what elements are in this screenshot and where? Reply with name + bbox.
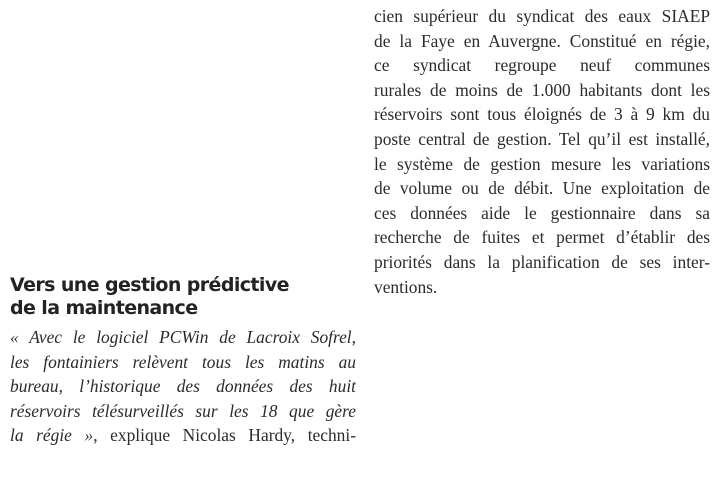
quote-text: bureau, l’historique des données des huit [10,376,356,397]
section-heading [10,274,356,320]
right-column [374,4,710,299]
quote-text: la régie » [10,425,94,446]
attribution-text: , explique Nicolas Hardy, techni- [93,425,356,446]
paragraph-line: cien supérieur du syndicat des eaux SIAEP [374,6,710,26]
paragraph-line: ces données aide le gestionnaire dans sa [374,202,710,223]
paragraph-line: ventions. [374,276,438,297]
section-heading-line: de la maintenance [10,297,198,319]
paragraph-line: rurales de moins de 1.000 habitants dont les [374,79,710,100]
section-heading-line: Vers une gestion prédictive [10,274,289,296]
paragraph-line: le système de gestion mesure les variations [374,153,710,174]
left-column [10,274,356,448]
paragraph-line [10,423,356,448]
paragraph-line: priorités dans la planification de ses inter- [374,251,710,272]
paragraph-line [10,374,356,399]
paragraph-line [10,399,356,424]
paragraph-line: réservoirs sont tous éloignés de 3 à 9 km du [374,104,710,125]
quote-text: réservoirs télésurveillés sur les 18 que gère [10,400,356,421]
paragraph-line [10,350,356,375]
paragraph-line: recherche de fuites et permet d’établir des [374,227,710,248]
right-paragraph [374,4,710,299]
paragraph-line: ce syndicat regroupe neuf communes [374,55,710,76]
paragraph-line: poste central de gestion. Tel qu’il est installé, [374,128,710,149]
paragraph-line: de volume ou de débit. Une exploitation de [374,178,710,199]
quote-text: « Avec le logiciel PCWin de Lacroix Sofrel, [10,327,356,347]
paragraph-line: de la Faye en Auvergne. Constitué en régie, [374,30,710,51]
quote-text: les fontainiers relèvent tous les matins au [10,351,356,372]
left-paragraph [10,325,356,448]
paragraph-line [10,325,356,350]
